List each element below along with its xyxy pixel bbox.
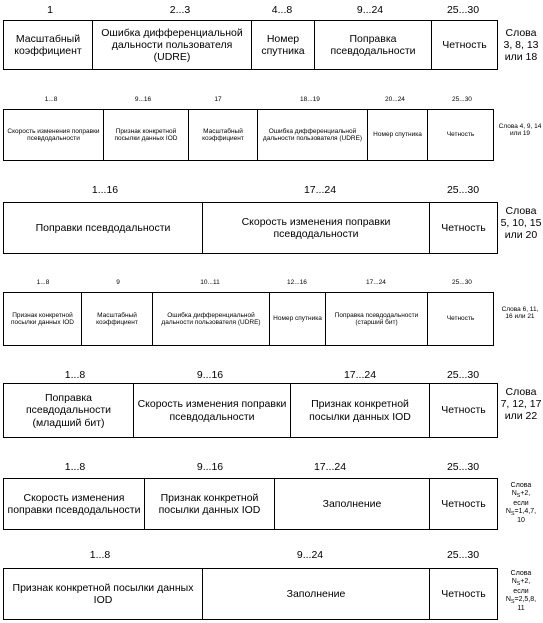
field-cell: Четность [429,569,497,619]
bit-position-label: 25...30 [446,461,480,473]
field-cell: Признак конкретной посылки данных IOD [12,581,194,606]
field-cell: Поправки псевдодальности [35,221,171,234]
word-frame [3,202,498,254]
field-cell: Четность [427,293,493,345]
bit-position-label: 9 [116,279,120,286]
bit-position-label: 25...30 [446,549,480,561]
bit-position-label: 9...16 [196,369,224,381]
word-numbers-note: Слова 3, 8, 13 или 18 [503,27,539,63]
bit-position-label: 2...3 [169,4,191,16]
bit-position-label: 1...8 [64,461,86,473]
bit-position-label: 9...24 [296,549,324,561]
bit-position-label: 17...24 [366,279,386,286]
bit-position-label: 25...30 [446,4,480,16]
bit-position-label: 25...30 [446,184,480,196]
bit-position-label: 17...24 [303,184,337,196]
field-cell: Скорость изменения поправки псевдодальности [133,384,290,437]
field-cell: Масштабный коэффициент [188,110,257,160]
field-cell: Ошибка дифференциальной дальности пользователя (UDRE) [152,293,269,345]
field-cell: Ошибка дифференциальной дальности пользователя (UDRE) [257,110,367,160]
bit-position-label: 25...30 [452,96,472,103]
field-cell: Признак конкретной посылки данных IOD [290,384,429,437]
word-numbers-note: Слова $N_S+2$, если $N_S=1,4,7$, 10 [505,482,537,525]
word-frame [3,568,498,620]
field-cell: Признак конкретной посылки данных IOD [10,311,74,326]
bit-position-label: 1...16 [91,184,119,196]
bit-position-label: 12...16 [287,279,307,286]
field-cell: Поправка псевдодальности (старший бит) [325,293,427,345]
bit-position-label: 25...30 [446,369,480,381]
bit-position-label: 18...19 [300,96,320,103]
field-cell: Признак конкретной посылки данных IOD [144,479,274,529]
word-numbers-note: Слова 6, 11, 16 или 21 [501,306,539,321]
bit-position-label: 1...8 [36,279,50,286]
field-cell: Поправка псевдодальности [314,21,431,69]
field-cell: Масштабный коэффициент [14,32,82,57]
word-frame [3,109,494,161]
bit-position-label: 1...8 [89,549,111,561]
word-numbers-note: Слова 5, 10, 15 или 20 [500,205,542,241]
field-cell: Поправка псевдодальности (младший бит) [25,392,112,429]
field-cell: Номер спутника [251,21,314,69]
field-cell: Масштабный коэффициент [81,293,152,345]
bit-position-label: 17...24 [313,461,347,473]
field-cell: Ошибка дифференциальной дальности пользователя (UDRE) [92,21,251,69]
field-cell: Номер спутника [269,293,325,345]
field-cell: Четность [429,479,497,529]
word-numbers-note: Слова $N_S+2$, если $N_S=2,5,8$, 11 [505,570,537,613]
field-cell: Признак конкретной посылки данных IOD [103,110,188,160]
word-frame [3,478,498,530]
word-frame [3,383,498,438]
word-frame [3,292,494,346]
field-cell: Заполнение [202,569,429,619]
bit-position-label: 1...8 [64,369,86,381]
bit-position-label: 25...30 [452,279,472,286]
bit-position-label: 1 [47,4,53,16]
field-cell: Четность [429,384,497,437]
bit-position-label: 20...24 [385,96,405,103]
field-cell: Четность [429,203,497,253]
field-cell: Скорость изменения поправки псевдодальности [202,203,429,253]
field-cell: Номер спутника [367,110,427,160]
bit-position-label: 17 [214,96,222,103]
bit-position-label: 17...24 [343,369,377,381]
field-cell: Скорость изменения поправки псевдодальности [7,491,141,516]
bit-position-label: 1...8 [44,96,58,103]
word-frame [3,20,498,70]
word-numbers-note: Слова 4, 9, 14 или 19 [498,123,542,138]
word-numbers-note: Слова 7, 12, 17 или 22 [500,386,542,422]
field-cell: Четность [431,21,497,69]
bit-position-label: 4...8 [271,4,293,16]
bit-position-label: 9...16 [196,461,224,473]
bit-position-label: 9...16 [134,96,152,103]
bit-position-label: 9...24 [356,4,384,16]
field-cell: Скорость изменения поправки псевдодальности [7,127,100,142]
field-cell: Заполнение [274,479,429,529]
bit-position-label: 10...11 [200,279,220,286]
field-cell: Четность [427,110,493,160]
